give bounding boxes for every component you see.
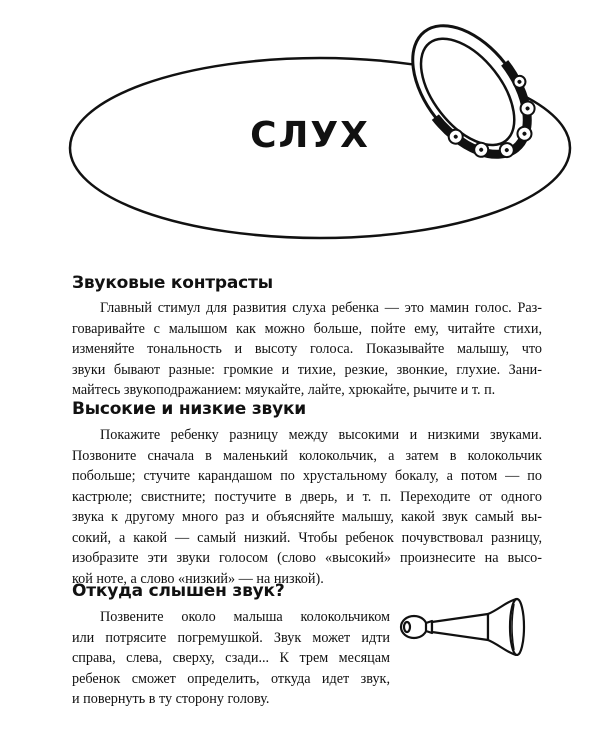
- body-line: побольше; стучите карандашом по хрустальному бокалу, а потом — по: [72, 468, 542, 484]
- body-line: говаривайте с малышом как можно больше, пойте ему, читайте стихи,: [72, 320, 542, 337]
- body-line: и повернуть в ту сторону голову.: [72, 691, 270, 707]
- body-line: или потрясите погремушкой. Звук может идти: [72, 629, 390, 646]
- chapter-title: СЛУХ: [250, 115, 370, 156]
- body-line: звука к другому много раз и объясняйте малышу, какой звук самый вы-: [72, 509, 542, 525]
- section-body-where-sound-from: [72, 607, 390, 710]
- body-line: Позвените около малыша колокольчиком: [100, 609, 390, 625]
- section-heading-sound-contrasts: Звуковые контрасты: [72, 273, 273, 293]
- body-line: Позвоните сначала в маленький колокольчик, а затем в колокольчик: [72, 447, 542, 464]
- body-line: майтесь звукоподражанием: мяукайте, лайте, хрюкайте, рычите и т. п.: [72, 382, 496, 398]
- body-line: кастрюле; свистните; постучите в дверь, и т. п. Переходите от одного: [72, 488, 542, 505]
- body-line: сокий, а какой — самый низкий. Чтобы ребенок почувствовал разницу,: [72, 529, 542, 546]
- body-line: Покажите ребенку разницу между высокими и низкими звуками.: [100, 427, 542, 443]
- section-body-sound-contrasts: [72, 298, 542, 401]
- body-line: кой ноте, а слово «низкий» — на низкой).: [72, 570, 324, 587]
- body-line: Главный стимул для развития слуха ребенка — это мамин голос. Раз-: [100, 300, 542, 316]
- tambourine-icon: [387, 1, 556, 180]
- section-heading-where-sound-from: Откуда слышен звук?: [72, 581, 285, 601]
- body-line: звуки бывают разные: громкие и тихие, резкие, звонкие, глухие. Зани-: [72, 361, 542, 378]
- section-body-high-low-sounds: [72, 425, 542, 589]
- body-line: изобразите эти звуки голосом (слово «высокий» произнесите на высо-: [72, 550, 542, 566]
- body-line: ребенок сможет определить, откуда идет звук,: [72, 670, 390, 687]
- horn-rattle-icon: [398, 596, 528, 656]
- section-heading-high-low-sounds: Высокие и низкие звуки: [72, 399, 307, 419]
- body-line: справа, слева, сверху, сзади... К трем месяцам: [72, 650, 390, 666]
- body-line: изменяйте тональность и высоту голоса. Показывайте малышу, что: [72, 341, 542, 357]
